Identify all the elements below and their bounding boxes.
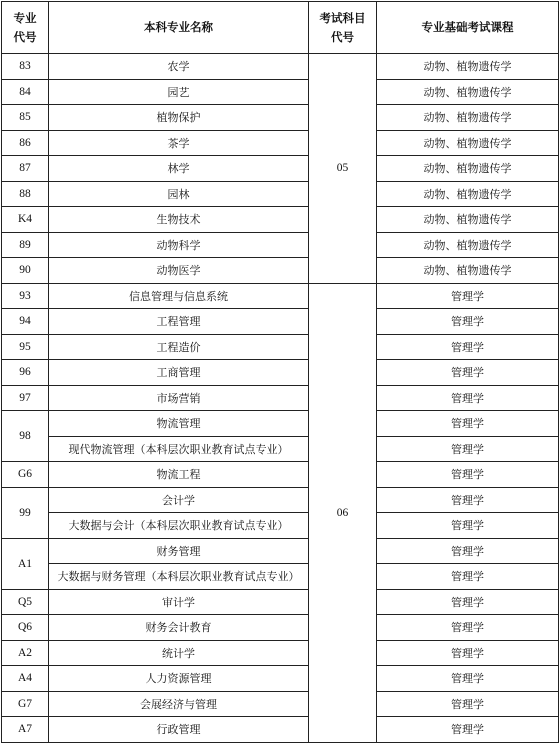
table-row (2, 411, 559, 437)
major-name-cell: 信息管理与信息系统 (49, 283, 309, 309)
major-code-cell: A2 (2, 640, 49, 666)
course-cell: 动物、植物遗传学 (377, 181, 559, 207)
major-code-cell: 95 (2, 334, 49, 360)
major-name-cell: 物流管理 (49, 411, 309, 437)
header-exam-code: 考试科目 代号 (309, 2, 377, 54)
major-code-cell: Q5 (2, 589, 49, 615)
major-code-cell: 87 (2, 156, 49, 182)
major-code-cell: 98 (2, 411, 49, 462)
table-row (2, 462, 559, 488)
major-code-cell: 89 (2, 232, 49, 258)
major-name-cell: 现代物流管理（本科层次职业教育试点专业） (49, 436, 309, 462)
course-cell: 管理学 (377, 564, 559, 590)
course-cell: 管理学 (377, 717, 559, 743)
course-cell: 管理学 (377, 691, 559, 717)
major-code-cell: 93 (2, 283, 49, 309)
table-row (2, 360, 559, 386)
major-code-cell: 90 (2, 258, 49, 284)
table-row (2, 309, 559, 335)
course-cell: 动物、植物遗传学 (377, 130, 559, 156)
major-code-cell: 83 (2, 54, 49, 80)
major-code-cell: 86 (2, 130, 49, 156)
major-code-cell: 94 (2, 309, 49, 335)
table-row (2, 207, 559, 233)
major-name-cell: 工商管理 (49, 360, 309, 386)
major-name-cell: 财务会计教育 (49, 615, 309, 641)
table-row (2, 54, 559, 80)
major-name-cell: 动物科学 (49, 232, 309, 258)
course-cell: 管理学 (377, 283, 559, 309)
course-cell: 管理学 (377, 436, 559, 462)
header-major-name: 本科专业名称 (49, 2, 309, 54)
major-name-cell: 生物技术 (49, 207, 309, 233)
course-cell: 管理学 (377, 411, 559, 437)
table-row (2, 283, 559, 309)
header-course: 专业基础考试课程 (377, 2, 559, 54)
course-cell: 管理学 (377, 513, 559, 539)
major-name-cell: 市场营销 (49, 385, 309, 411)
course-cell: 动物、植物遗传学 (377, 258, 559, 284)
table-body (2, 54, 559, 743)
course-cell: 管理学 (377, 487, 559, 513)
major-code-cell: K4 (2, 207, 49, 233)
major-name-cell: 林学 (49, 156, 309, 182)
table-row (2, 105, 559, 131)
table-row (2, 232, 559, 258)
major-name-cell: 茶学 (49, 130, 309, 156)
major-code-cell: A1 (2, 538, 49, 589)
course-cell: 动物、植物遗传学 (377, 54, 559, 80)
major-code-cell: Q6 (2, 615, 49, 641)
major-name-cell: 统计学 (49, 640, 309, 666)
header-row (2, 2, 559, 54)
table-row (2, 564, 559, 590)
major-name-cell: 会计学 (49, 487, 309, 513)
table-row (2, 334, 559, 360)
major-code-cell: 85 (2, 105, 49, 131)
course-cell: 管理学 (377, 385, 559, 411)
major-name-cell: 园林 (49, 181, 309, 207)
table-row (2, 156, 559, 182)
major-code-cell: 96 (2, 360, 49, 386)
major-code-cell: G6 (2, 462, 49, 488)
table-row (2, 691, 559, 717)
major-name-cell: 植物保护 (49, 105, 309, 131)
course-cell: 管理学 (377, 666, 559, 692)
course-cell: 管理学 (377, 640, 559, 666)
major-code-cell: A7 (2, 717, 49, 743)
major-code-cell: 84 (2, 79, 49, 105)
table-row (2, 717, 559, 743)
course-cell: 管理学 (377, 589, 559, 615)
table-row (2, 615, 559, 641)
major-name-cell: 大数据与财务管理（本科层次职业教育试点专业） (49, 564, 309, 590)
table-row (2, 436, 559, 462)
course-cell: 动物、植物遗传学 (377, 156, 559, 182)
major-name-cell: 工程管理 (49, 309, 309, 335)
table-row (2, 538, 559, 564)
major-code-cell: 99 (2, 487, 49, 538)
major-name-cell: 财务管理 (49, 538, 309, 564)
course-cell: 动物、植物遗传学 (377, 79, 559, 105)
header-major-code: 专业 代号 (2, 2, 49, 54)
major-name-cell: 农学 (49, 54, 309, 80)
table-row (2, 79, 559, 105)
table-row (2, 513, 559, 539)
major-name-cell: 大数据与会计（本科层次职业教育试点专业） (49, 513, 309, 539)
table-row (2, 181, 559, 207)
table-row (2, 640, 559, 666)
major-code-cell: G7 (2, 691, 49, 717)
major-code-cell: A4 (2, 666, 49, 692)
table-row (2, 130, 559, 156)
major-name-cell: 审计学 (49, 589, 309, 615)
course-cell: 动物、植物遗传学 (377, 232, 559, 258)
table-row (2, 487, 559, 513)
table-row (2, 258, 559, 284)
course-cell: 动物、植物遗传学 (377, 207, 559, 233)
table-row (2, 589, 559, 615)
major-name-cell: 物流工程 (49, 462, 309, 488)
major-name-cell: 行政管理 (49, 717, 309, 743)
course-cell: 管理学 (377, 334, 559, 360)
exam-subject-code-cell: 06 (309, 283, 377, 742)
major-name-cell: 人力资源管理 (49, 666, 309, 692)
major-name-cell: 园艺 (49, 79, 309, 105)
major-name-cell: 工程造价 (49, 334, 309, 360)
table-row (2, 385, 559, 411)
major-name-cell: 动物医学 (49, 258, 309, 284)
course-cell: 动物、植物遗传学 (377, 105, 559, 131)
course-cell: 管理学 (377, 360, 559, 386)
major-name-cell: 会展经济与管理 (49, 691, 309, 717)
major-code-cell: 88 (2, 181, 49, 207)
table-row (2, 666, 559, 692)
course-cell: 管理学 (377, 538, 559, 564)
exam-subject-code-cell: 05 (309, 54, 377, 284)
major-code-cell: 97 (2, 385, 49, 411)
course-cell: 管理学 (377, 309, 559, 335)
exam-subject-table (1, 1, 559, 743)
course-cell: 管理学 (377, 615, 559, 641)
course-cell: 管理学 (377, 462, 559, 488)
